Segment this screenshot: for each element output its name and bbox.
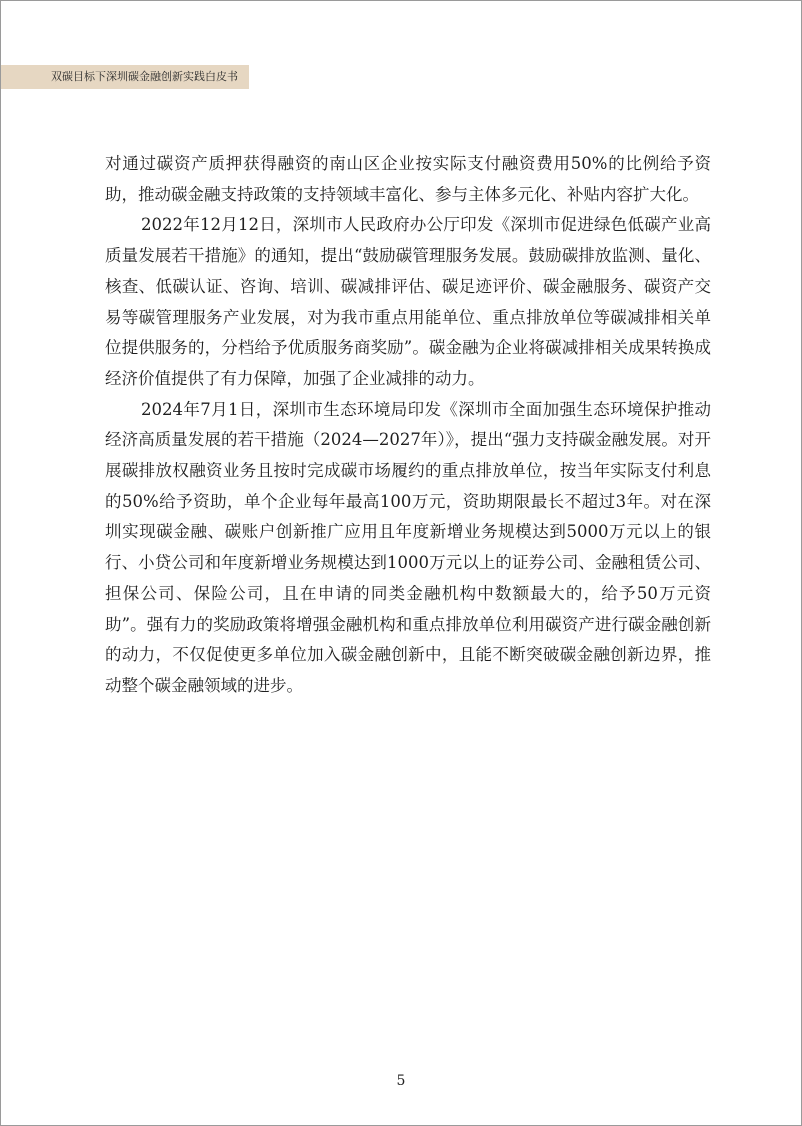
running-header-title: 双碳目标下深圳碳金融创新实践白皮书 [51,70,238,83]
paragraph-3: 2024年7月1日，深圳市生态环境局印发《深圳市全面加强生态环境保护推动经济高质量发展的若干措施（2024—2027年）》，提出“强力支持碳金融发展。对开展碳排放权融资业务且按时完成碳市场履约的重点排放单位，按当年实际支付利息的50%给予资助，单个企业每年最高100万元，资助期限最长不超过3年。对在深圳实现碳金融、碳账户创新推广应用且年度新增业务规模达到5000万元以上的银行、小贷公司和年度新增业务规模达到1000万元以上的证券公司、金融租赁公司、担保公司、保险公司，且在申请的同类金融机构中数额最大的，给予50万元资助”。强有力的奖励政策将增强金融机构和重点排放单位利用碳资产进行碳金融创新的动力，不仅促使更多单位加入碳金融创新中，且能不断突破碳金融创新边界，推动整个碳金融领域的进步。 [105,399,711,695]
page-number: 5 [396,1073,406,1089]
body-text [105,149,711,702]
paragraph-2: 2022年12月12日，深圳市人民政府办公厅印发《深圳市促进绿色低碳产业高质量发展若干措施》的通知，提出“鼓励碳管理服务发展。鼓励碳排放监测、量化、核查、低碳认证、咨询、培训、碳减排评估、碳足迹评价、碳金融服务、碳资产交易等碳管理服务产业发展，对为我市重点用能单位、重点排放单位等碳减排相关单位提供服务的，分档给予优质服务商奖励”。碳金融为企业将碳减排相关成果转换成经济价值提供了有力保障，加强了企业减排的动力。 [105,215,711,388]
paragraph-1: 对通过碳资产质押获得融资的南山区企业按实际支付融资费用50%的比例给予资助，推动碳金融支持政策的支持领域丰富化、参与主体多元化、补贴内容扩大化。 [105,154,711,204]
